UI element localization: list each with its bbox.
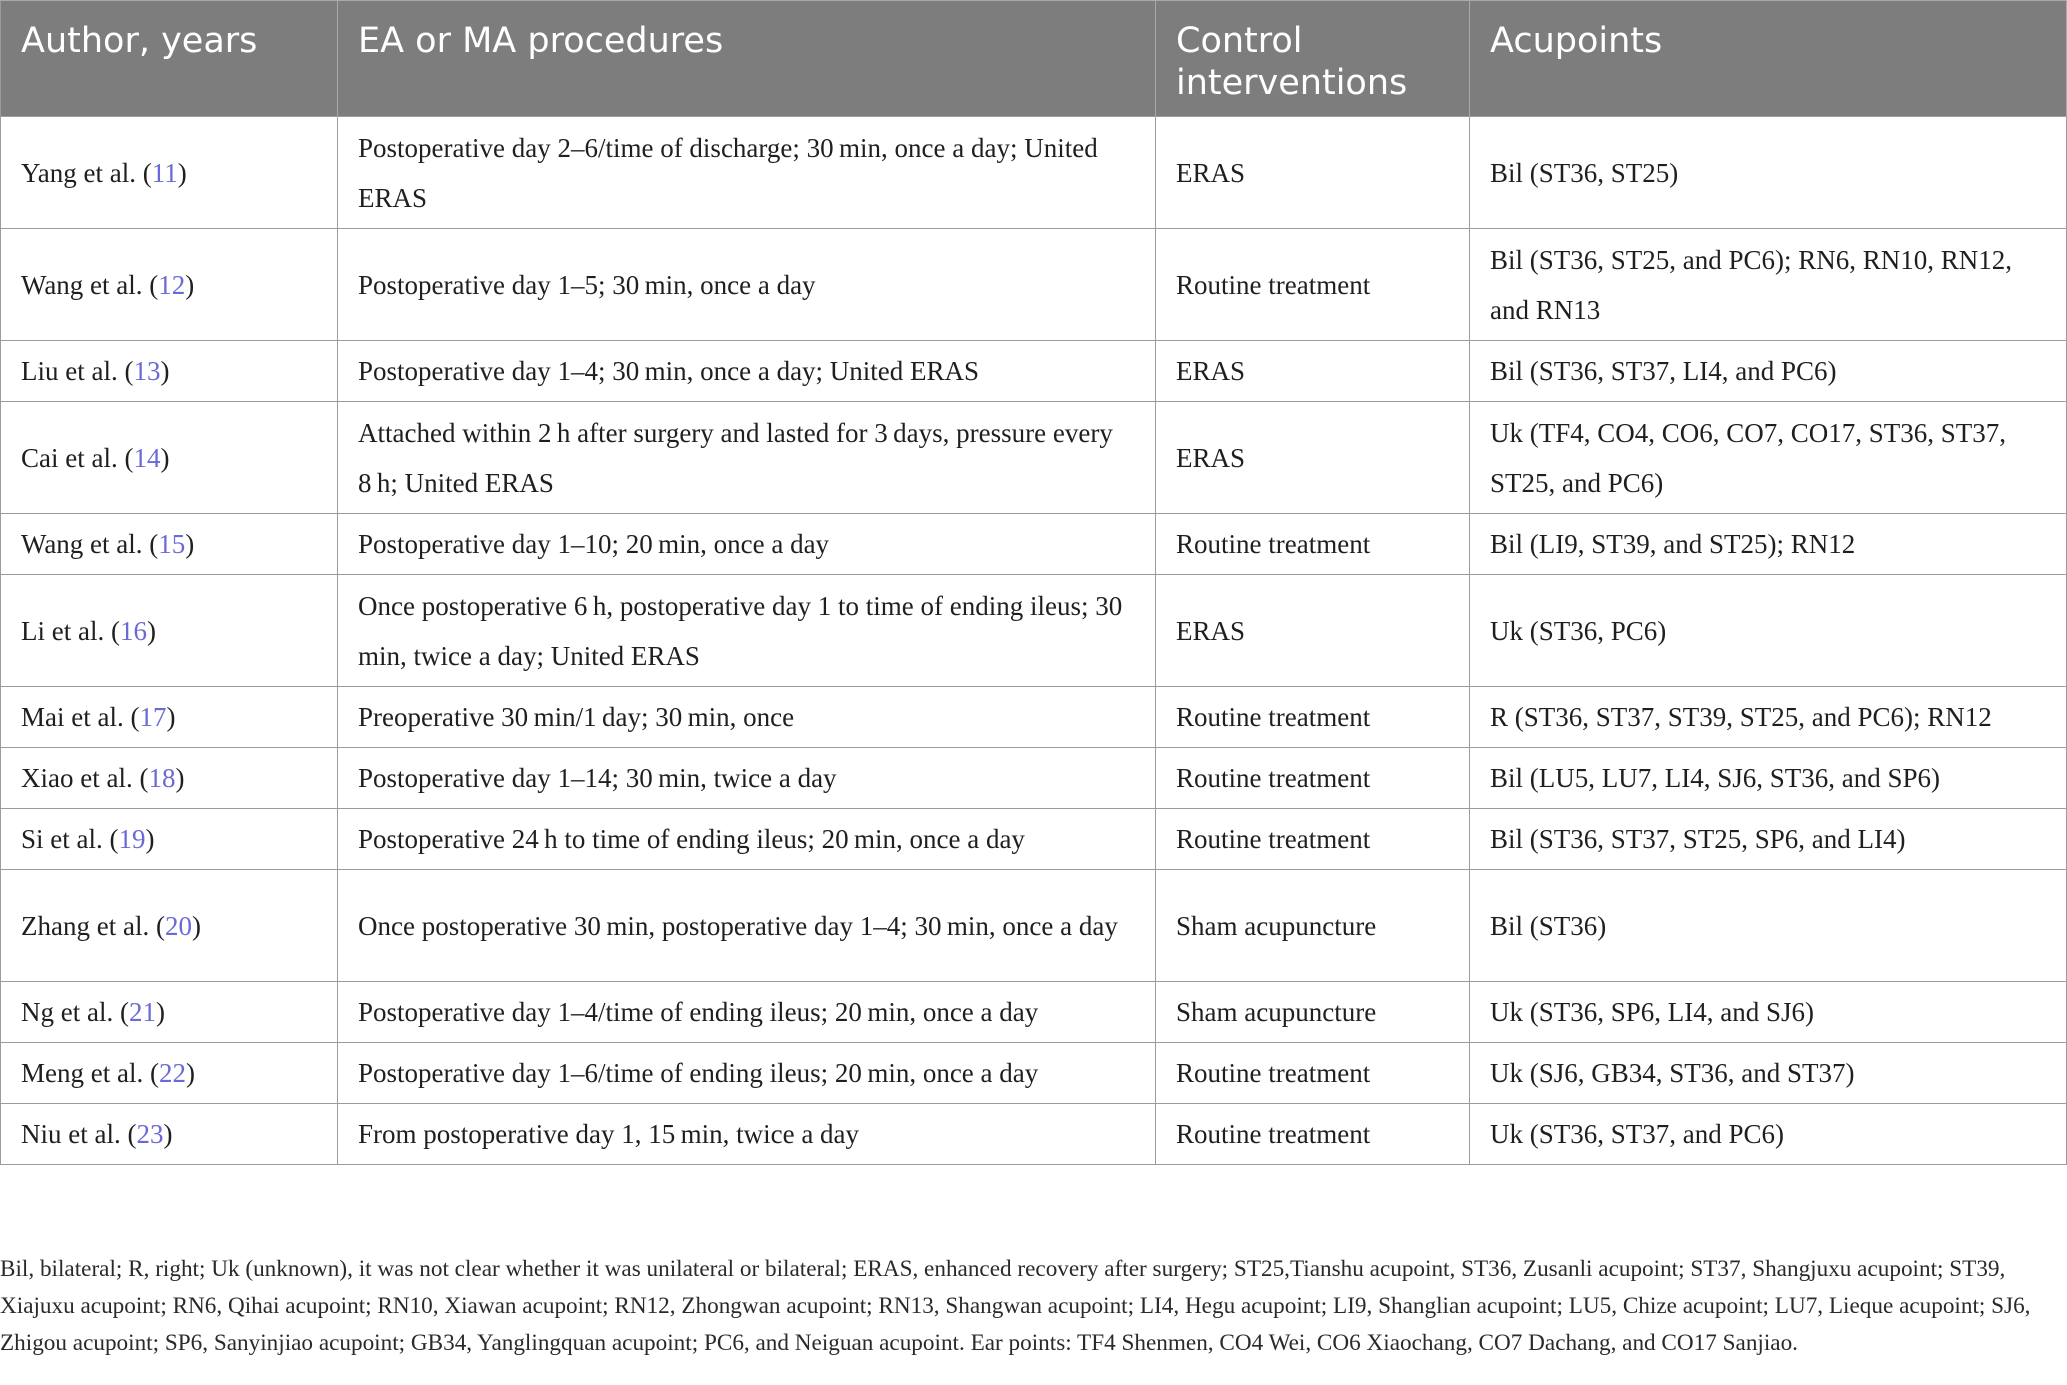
cell-control: ERAS — [1156, 402, 1470, 514]
reference-link[interactable]: 17 — [139, 702, 167, 732]
cell-control: Sham acupuncture — [1156, 870, 1470, 982]
reference-link[interactable]: 22 — [158, 1058, 186, 1088]
table-row — [1, 514, 2067, 575]
header-procedures: EA or MA procedures — [338, 1, 1156, 117]
cell-control: Routine treatment — [1156, 1043, 1470, 1104]
cell-author: Ng et al. (21) — [1, 982, 338, 1043]
cell-control: ERAS — [1156, 575, 1470, 687]
cell-acupoints: Bil (ST36, ST37, LI4, and PC6) — [1470, 341, 2067, 402]
table-row — [1, 809, 2067, 870]
table-row — [1, 982, 2067, 1043]
reference-link[interactable]: 14 — [133, 442, 161, 473]
cell-author: Cai et al. (14) — [1, 402, 338, 514]
cell-acupoints: Bil (ST36, ST37, ST25, SP6, and LI4) — [1470, 809, 2067, 870]
cell-author: Meng et al. (22) — [1, 1043, 338, 1104]
cell-acupoints: Uk (SJ6, GB34, ST36, and ST37) — [1470, 1043, 2067, 1104]
cell-acupoints: Uk (ST36, PC6) — [1470, 575, 2067, 687]
header-acupoints: Acupoints — [1470, 1, 2067, 117]
reference-link[interactable]: 16 — [119, 615, 147, 646]
cell-procedure: Postoperative day 1–6/time of ending ileus; 20 min, once a day — [338, 1043, 1156, 1104]
cell-procedure: Postoperative day 1–4/time of ending ileus; 20 min, once a day — [338, 982, 1156, 1043]
cell-control: Routine treatment — [1156, 229, 1470, 341]
table-row — [1, 1043, 2067, 1104]
table-row — [1, 117, 2067, 229]
reference-link[interactable]: 23 — [136, 1119, 164, 1149]
cell-acupoints: Bil (ST36, ST25, and PC6); RN6, RN10, RN12, and RN13 — [1470, 229, 2067, 341]
cell-author: Li et al. (16) — [1, 575, 338, 687]
cell-procedure: Postoperative 24 h to time of ending ileus; 20 min, once a day — [338, 809, 1156, 870]
cell-procedure: Postoperative day 1–5; 30 min, once a day — [338, 229, 1156, 341]
cell-procedure: Once postoperative 6 h, postoperative day 1 to time of ending ileus; 30 min, twice a day; United ERAS — [338, 575, 1156, 687]
cell-control: Routine treatment — [1156, 514, 1470, 575]
header-control-interventions: Control interventions — [1156, 1, 1470, 117]
table-row — [1, 1104, 2067, 1165]
cell-acupoints: Uk (TF4, CO4, CO6, CO7, CO17, ST36, ST37, ST25, and PC6) — [1470, 402, 2067, 514]
reference-link[interactable]: 11 — [151, 157, 178, 188]
cell-author: Zhang et al. (20) — [1, 870, 338, 982]
cell-acupoints: Uk (ST36, ST37, and PC6) — [1470, 1104, 2067, 1165]
cell-control: Routine treatment — [1156, 809, 1470, 870]
cell-procedure: Postoperative day 1–14; 30 min, twice a day — [338, 748, 1156, 809]
cell-control: Sham acupuncture — [1156, 982, 1470, 1043]
reference-link[interactable]: 13 — [133, 356, 161, 386]
cell-procedure: Preoperative 30 min/1 day; 30 min, once — [338, 687, 1156, 748]
cell-control: ERAS — [1156, 117, 1470, 229]
table-row — [1, 687, 2067, 748]
cell-author: Mai et al. (17) — [1, 687, 338, 748]
table-row — [1, 402, 2067, 514]
cell-procedure: Postoperative day 1–10; 20 min, once a day — [338, 514, 1156, 575]
table-row — [1, 870, 2067, 982]
cell-author: Wang et al. (12) — [1, 229, 338, 341]
reference-link[interactable]: 12 — [158, 269, 186, 300]
header-author-years: Author, years — [1, 1, 338, 117]
table-row — [1, 575, 2067, 687]
table-row — [1, 341, 2067, 402]
cell-control: Routine treatment — [1156, 1104, 1470, 1165]
cell-acupoints: Bil (ST36) — [1470, 870, 2067, 982]
cell-control: Routine treatment — [1156, 687, 1470, 748]
cell-acupoints: Bil (LI9, ST39, and ST25); RN12 — [1470, 514, 2067, 575]
cell-author: Yang et al. (11) — [1, 117, 338, 229]
table-row — [1, 229, 2067, 341]
cell-author: Liu et al. (13) — [1, 341, 338, 402]
cell-control: ERAS — [1156, 341, 1470, 402]
cell-acupoints: Bil (ST36, ST25) — [1470, 117, 2067, 229]
cell-procedure: Postoperative day 2–6/time of discharge; 30 min, once a day; United ERAS — [338, 117, 1156, 229]
cell-procedure: Attached within 2 h after surgery and lasted for 3 days, pressure every 8 h; United ERAS — [338, 402, 1156, 514]
reference-link[interactable]: 20 — [164, 910, 192, 941]
cell-author: Si et al. (19) — [1, 809, 338, 870]
cell-acupoints: Uk (ST36, SP6, LI4, and SJ6) — [1470, 982, 2067, 1043]
table-footnote: Bil, bilateral; R, right; Uk (unknown), it was not clear whether it was unilateral or bilateral; ERAS, enhanced recovery after surgery; ST25,Tianshu acupoint, ST36, Zusanli acupoint; ST37, Shangjuxu acupoint; ST39, Xiajuxu acupoint; RN6, Qihai acupoint; RN10, Xiawan acupoint; RN12, Zhongwan acupoint; RN13, Shangwan acupoint; LI4, Hegu acupoint; LI9, Shanglian acupoint; LU5, Chize acupoint; LU7, Lieque acupoint; SJ6, Zhigou acupoint; SP6, Sanyinjiao acupoint; GB34, Yanglingquan acupoint; PC6, and Neiguan acupoint. Ear points: TF4 Shenmen, CO4 Wei, CO6 Xiaochang, CO7 Dachang, and CO17 Sanjiao. — [0, 1256, 2031, 1357]
table-header-row — [1, 1, 2067, 117]
cell-author: Xiao et al. (18) — [1, 748, 338, 809]
cell-author: Wang et al. (15) — [1, 514, 338, 575]
reference-link[interactable]: 15 — [158, 529, 186, 559]
reference-link[interactable]: 18 — [148, 763, 176, 793]
cell-procedure: From postoperative day 1, 15 min, twice a day — [338, 1104, 1156, 1165]
table-row — [1, 748, 2067, 809]
cell-acupoints: R (ST36, ST37, ST39, ST25, and PC6); RN12 — [1470, 687, 2067, 748]
reference-link[interactable]: 19 — [118, 824, 146, 854]
cell-acupoints: Bil (LU5, LU7, LI4, SJ6, ST36, and SP6) — [1470, 748, 2067, 809]
cell-control: Routine treatment — [1156, 748, 1470, 809]
reference-link[interactable]: 21 — [128, 997, 156, 1027]
cell-author: Niu et al. (23) — [1, 1104, 338, 1165]
cell-procedure: Postoperative day 1–4; 30 min, once a day; United ERAS — [338, 341, 1156, 402]
cell-procedure: Once postoperative 30 min, postoperative day 1–4; 30 min, once a day — [338, 870, 1156, 982]
